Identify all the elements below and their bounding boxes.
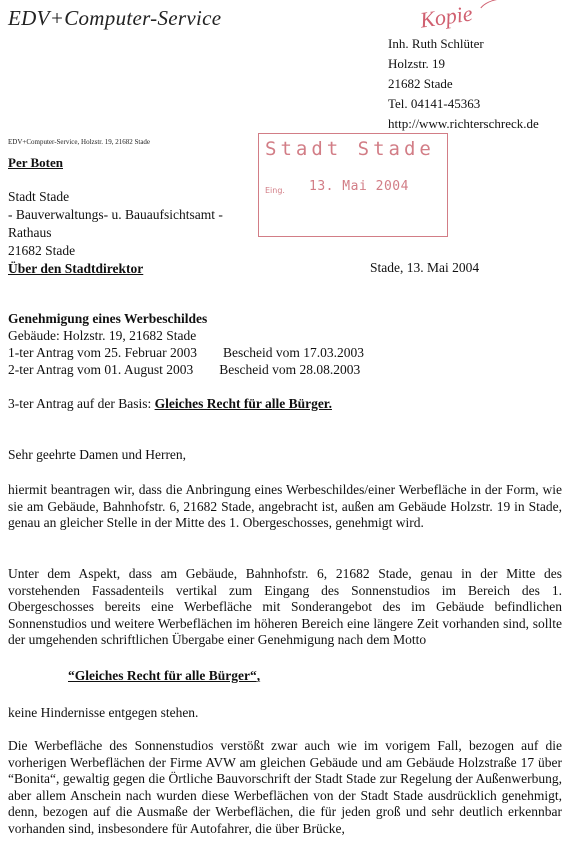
subject-application-1-row (8, 344, 364, 361)
recipient-line-3: Rathaus (8, 225, 52, 240)
third-application (8, 396, 332, 412)
motto-text: “Gleiches Recht für alle Bürger“ (68, 668, 257, 683)
subject-title: Genehmigung eines Werbeschildes (8, 311, 208, 326)
paragraph-2: Unter dem Aspekt, dass am Gebäude, Bahnhofstr. 6, 21682 Stade, genau in der Mitte des vorstehenden Fassadenteils vertikal zum Eingang des Sonnenstudios im Bereich des 1. Obergeschosses bereits eine Werbefläche mit Sonderangebot des im Gebäude befindlichen Sonnenstudios und weitere Werbeflächen im höheren Bereich eine längere Zeit vorhanden sind, sollte der umgehenden schriftlichen Übergabe einer Genehmigung nach dem Motto (8, 566, 562, 647)
subject-building: Gebäude: Holzstr. 19, 21682 Stade (8, 328, 197, 343)
stamp-date: 13. Mai 2004 (309, 179, 409, 194)
delivery-note: Per Boten (8, 155, 63, 170)
sender-website[interactable]: http://www.richterschreck.de (388, 116, 539, 131)
recipient-line-2: - Bauverwaltungs- u. Bauaufsichtsamt - (8, 207, 223, 222)
sender-block (388, 34, 539, 134)
copy-mark-swash (476, 0, 512, 21)
motto-comma: , (256, 668, 261, 683)
subject-block (8, 310, 364, 378)
stamp-title: Stadt Stade (265, 138, 435, 160)
copy-mark: Kopie (418, 0, 474, 33)
recipient-address (8, 188, 223, 278)
paragraph-3: keine Hindernisse entgegen stehen. (8, 705, 199, 720)
stamp-eing-label: Eing. (265, 186, 285, 195)
subject-application-2-row (8, 361, 364, 378)
sender-phone: Tel. 04141-45363 (388, 96, 481, 111)
sender-city: 21682 Stade (388, 76, 453, 91)
sender-owner: Inh. Ruth Schlüter (388, 36, 484, 51)
recipient-line-1: Stadt Stade (8, 189, 70, 204)
motto (68, 668, 260, 684)
paragraph-1: hiermit beantragen wir, dass die Anbringung eines Werbeschildes/einer Werbefläche in der Form, wie sie am Gebäude, Bahnhofstr. 6, 21682 Stade, angebracht ist, außen am Gebäude Holzstr. 19 in Stade, genau an gleicher Stelle in der Mitte des 1. Obergeschosses, genehmigt wird. (8, 482, 562, 530)
sender-street: Holzstr. 19 (388, 56, 446, 71)
return-address-line: EDV+Computer-Service, Holzstr. 19, 21682 Stade (8, 138, 151, 146)
recipient-line-4: 21682 Stade (8, 243, 76, 258)
application-2-decision: Bescheid vom 28.08.2003 (219, 362, 361, 377)
application-1: 1-ter Antrag vom 25. Februar 2003 (8, 345, 197, 360)
company-logo: EDV+Computer-Service (8, 6, 222, 30)
third-application-prefix: 3-ter Antrag auf der Basis: (8, 396, 155, 411)
received-stamp (258, 133, 448, 237)
application-2: 2-ter Antrag vom 01. August 2003 (8, 362, 194, 377)
recipient-line-5: Über den Stadtdirektor (8, 261, 144, 276)
salutation: Sehr geehrte Damen und Herren, (8, 447, 187, 462)
third-application-basis: Gleiches Recht für alle Bürger. (154, 396, 332, 411)
application-1-decision: Bescheid vom 17.03.2003 (222, 345, 364, 360)
paragraph-4: Die Werbefläche des Sonnenstudios verstößt zwar auch wie im vorigem Fall, bezogen auf die vorherigen Werbeflächen der Firme AVW am gleichen Gebäude und am Gebäude Holzstraße 17 über “Bonita“, gewaltig gegen die Örtliche Bauvorschrift der Stadt Stade zur Regelung der Außenwerbung, aber allem Anschein nach wurden diese Werbeflächen von der Stadt Stade ausdrücklich genehmigt, denn, bezogen auf die Ausmaße der Werbeflächen, die für jeden groß und sehr deutlich erkennbar vorhanden sind, insbesondere für Autofahrer, die über Brücke, (8, 738, 562, 836)
place-date: Stade, 13. Mai 2004 (370, 260, 480, 275)
